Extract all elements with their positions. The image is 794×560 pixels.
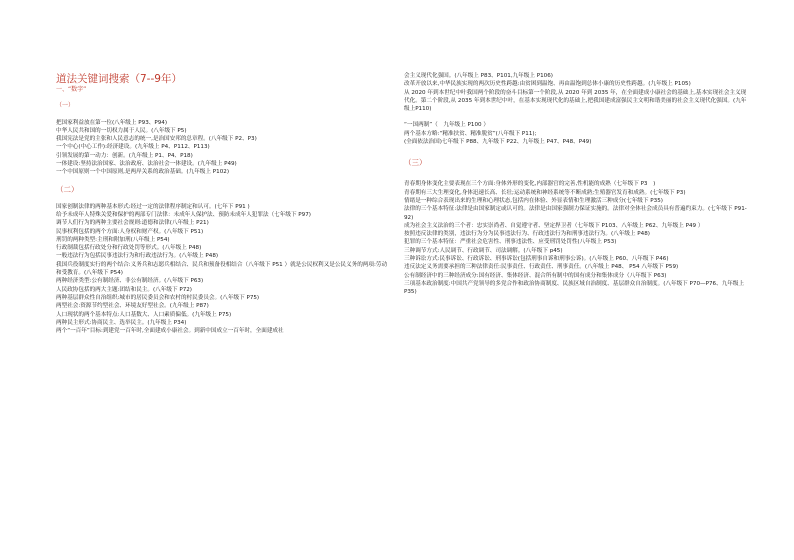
entry: 调节人们行为的两种主要社会规则:道德和法律(八年级上 P21)	[56, 220, 209, 227]
entry: 给予未成年人特殊关爱和保护的两部专门法律：未成年人保护法、预防未成年人犯罪法（七年级下 P97)	[56, 211, 311, 218]
entry: 从 2020 年到本世纪中叶我国两个阶段的奋斗目标第一个阶段,从 2020 年到 2035 年，在全面建成小康社会的基础上,基本实现社会主义现代化。第二个阶段,从 2035 年到本世纪中叶，在基本实现现代化的基础上,把我国建成富强民主文明和谐美丽的社会主义现代化强国。(九年级上P110)	[404, 89, 747, 113]
entry: “一国两制”（ 九年级上 P100 ）	[404, 122, 489, 129]
entry: 一个中国原则一个中国原则,是两岸关系的政治基础。(九年级上 P102)	[56, 169, 230, 176]
entry: 两个“一百年”目标:到建党一百年时,全面建成小康社会。到新中国成立一百年时，全面建成社	[56, 328, 284, 335]
entry: 民事权利包括的两个方面:人身权和财产权。(八年级下 P51)	[56, 228, 204, 235]
entry: 行政制裁包括行政处分和行政处罚等形式。(八年级上 P48)	[56, 245, 202, 252]
entry: 人民政协包括的两大主题:团结和民主。(八年级下 P72)	[56, 286, 192, 293]
entry: 我国兵役制度实行的两个结合:义务兵和志愿兵相结合、民兵和预备役相结合（八年级下 P51 ）就是公民权利又是公民义务的两项:劳动和受教育。(八年级下 P54)	[56, 261, 388, 277]
entry: 刑罚的两种类型:主刑和附加刑(八年级上 P54)	[56, 236, 170, 243]
entry: 国家创制法律的两种基本形式:经过一定的法律程序制定和认可。(七年下 P91 )	[56, 203, 250, 210]
left-column	[56, 72, 392, 335]
entry: 中华人民共和国的一切权力属于人民。(八年级下 P5)	[56, 127, 187, 134]
entry: 犯罪的三个基本特征：严重社会危害性、刑事违法性、应受刑罚处罚性(八年级上 P53)	[404, 239, 617, 246]
entry: 把国家利益放在第一位(八年级上 P93、P94)	[56, 119, 168, 126]
entry: 三种调节方式:人民调节、行政调节、司法调解。(八年级下 p45)	[404, 247, 563, 254]
entry: 引领发展的第一动力：创新。(九年级上 P1、P4、P18)	[56, 152, 193, 159]
entry: 公有制经济中的三种经济成分:国有经济、集体经济、混合所有制中的国有成分和集体成分（八年级下 P63)	[404, 272, 667, 279]
right-column	[404, 72, 748, 297]
entry: 成为社会主义法治的三个者：忠实崇尚者、自觉遵守者、坚定捍卫者（七年级下 P103、八年级上 P62、九年级上 P49 ）	[404, 222, 704, 229]
entry: 一体建设:坚持法治国家、法治政府、法治社会一体建设。(九年级上 P49)	[56, 161, 237, 168]
entry: 三种诉讼方式:民事诉讼、行政诉讼、刑事诉讼(包括刑事自诉和刑事公诉)。(八年级上 P60、八年级下 P46)	[404, 256, 669, 263]
entry: 违反法定义务需要承担的三种法律责任:民事责任、行政责任、刑事责任。(八年级上 P48、 P54 八年级下 P59)	[404, 264, 679, 271]
entry: (全面依法治国)七年级下 P88、九年级下 P22、九年级上 P47、P48、P49)	[404, 139, 592, 146]
entry: 人口现状的两个基本特点:人口基数大、人口素质偏低。(九年级上 P75)	[56, 311, 232, 318]
entry: 情绪是一种综合表现出来的生理和心理状态,包括内在体验、外显表情和生理激活三种成分(七年级下 P35)	[404, 197, 663, 204]
entry: 两个基本方略:“精准扶贫、精准脱贫”(八年级下 P11);	[404, 130, 537, 137]
entry: 我国宪法是党的主张和人民意志的统一,是治国安邦的总章程。(八年级下 P2、P3)	[56, 136, 257, 143]
entry: 一般违法行为包括民事违法行为和行政违法行为。(八年级上 P48)	[56, 253, 219, 260]
section-heading-numbers: 一、“数字”	[56, 86, 87, 93]
subsection-heading-1: （一）	[56, 102, 75, 110]
entry: 改革开放以来,中华民族实现的两次历史性跨越:由贫困到温饱、再由温饱到总体小康的历史性跨越。(九年级上 P105)	[404, 81, 691, 88]
entry: 两种基层群众性自治组织:城市的居民委员会和农村的村民委员会。(八年级下 P75)	[56, 294, 260, 301]
entry: 两型社会:资源节约型社会、环境友好型社会。(九年级上 P87)	[56, 303, 209, 310]
entry: 青春期有三大生理变化,身体迅速长高、长壮;运动系统和神经系统等不断成熟;生殖器官发育和成熟。(七年级下 P3)	[404, 189, 686, 196]
document-title: 道法关键词搜索（7--9年）	[56, 73, 182, 85]
subsection-heading-3: （三）	[404, 158, 427, 168]
entry: 会主义现代化强国。(八年级上 P83、P101,九年级上 P106)	[404, 73, 553, 79]
entry: 两种民主形式:协商民主、选举民主。(九年级上 P34)	[56, 319, 187, 326]
entry: 两种经济类型:公有制经济、非公有制经济。(八年级下 P63)	[56, 278, 204, 285]
entry: 一个中心(中心工作):经济建设。(九年级上 P4、P112、P113)	[56, 144, 210, 151]
entry: 按照违反法律的类别，违法行为分为民事违法行为、行政违法行为和刑事违法行为。(八年级上 P48)	[404, 231, 650, 238]
entry: 三项基本政治制度:中国共产党领导的多党合作和政治协商制度、民族区域自治制度、基层群众自治制度。(八年级下 P70—P76、九年级上 P35)	[404, 280, 745, 296]
entry: 青春期身体变化主要表现在三个方面:身体外形的变化,内部器官的完善,性机能的成熟（七年级下 P3 )	[404, 181, 656, 188]
subsection-heading-2: （二）	[56, 184, 79, 194]
entry: 法律的三个基本特征:法律是由国家制定或认可的。法律是由国家强制力保证实施的。法律对全体社会成员具有普遍约束力。(七年级下 P91-92)	[404, 206, 747, 221]
